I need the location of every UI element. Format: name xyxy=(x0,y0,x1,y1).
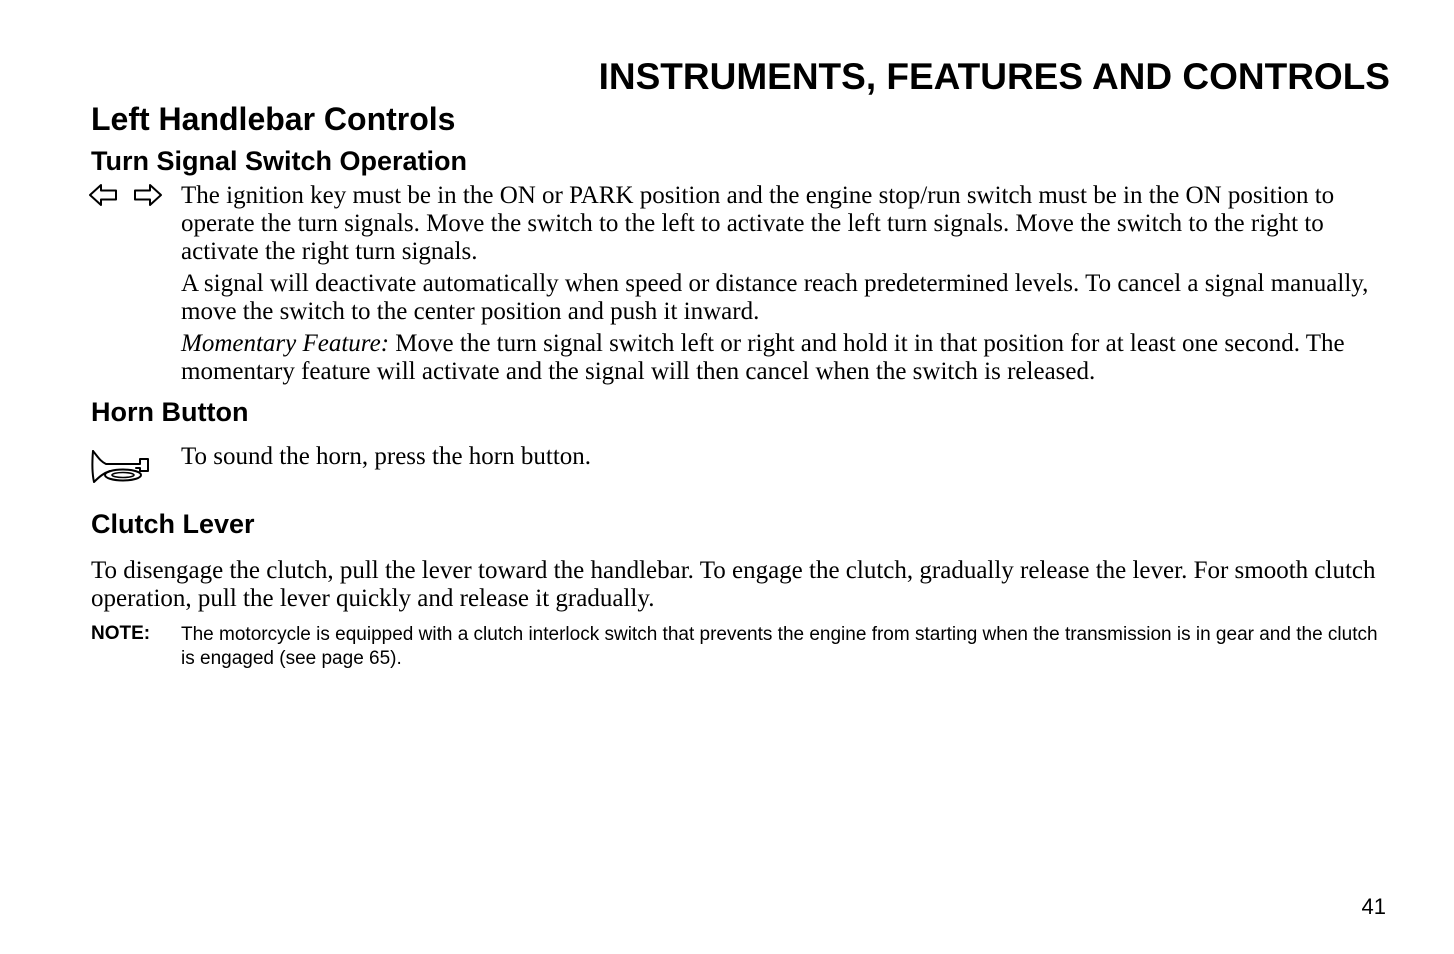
note-label: NOTE: xyxy=(91,623,151,644)
section-title: Left Handlebar Controls xyxy=(91,101,456,137)
page-number: 41 xyxy=(1361,894,1386,919)
clutch-heading: Clutch Lever xyxy=(91,509,255,539)
horn-icon xyxy=(90,447,152,485)
clutch-text: To disengage the clutch, pull the lever toward the handlebar. To engage the clutch, gradually release the lever. For smooth clutch operation, pull the lever quickly and release it gradually. xyxy=(91,557,1376,612)
chapter-title: INSTRUMENTS, FEATURES AND CONTROLS xyxy=(598,56,1390,97)
note-text: The motorcycle is equipped with a clutch interlock switch that prevents the engine from starting when the transmission is in gear and the clutch is engaged (see page 65). xyxy=(181,624,1378,669)
turn-signal-heading: Turn Signal Switch Operation xyxy=(91,146,468,176)
momentary-feature-paragraph xyxy=(181,330,1391,386)
turn-signal-icons xyxy=(89,183,163,207)
right-arrow-icon xyxy=(135,185,161,205)
horn-text: To sound the horn, press the horn button. xyxy=(181,443,592,470)
horn-heading: Horn Button xyxy=(91,397,249,427)
turn-signal-paragraph-1: The ignition key must be in the ON or PARK position and the engine stop/run switch must be in the ON position to operate the turn signals. Move the switch to the left to activate the left turn signals. Move the switch to the right to activate the right turn signals. xyxy=(181,182,1335,265)
turn-signal-paragraph-2: A signal will deactivate automatically when speed or distance reach predetermined levels. To cancel a signal manually, move the switch to the center position and push it inward. xyxy=(181,270,1369,325)
left-arrow-icon xyxy=(90,185,116,205)
momentary-feature-label: Momentary Feature: xyxy=(181,330,390,357)
momentary-feature-text: Move the turn signal switch left or right and hold it in that position for at least one second. The momentary feature will activate and the signal will then cancel when the switch is released. xyxy=(181,330,1345,385)
